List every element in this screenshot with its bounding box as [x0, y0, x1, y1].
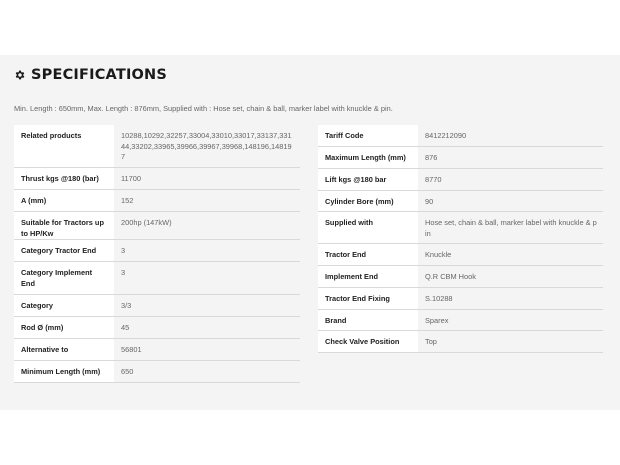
spec-label: Thrust kgs @180 (bar)	[14, 168, 114, 189]
spec-value: Hose set, chain & ball, marker label with knuckle & pin	[425, 218, 597, 238]
spec-row	[14, 212, 300, 240]
spec-label: Check Valve Position	[318, 331, 418, 352]
gear-icon	[14, 69, 26, 81]
spec-value: 45	[121, 323, 130, 332]
spec-label: Tariff Code	[318, 125, 418, 146]
spec-row	[14, 262, 300, 295]
spec-value: 876	[425, 153, 438, 162]
spec-row	[318, 288, 603, 310]
spec-label: Supplied with	[318, 212, 418, 243]
spec-row	[14, 361, 300, 383]
spec-row	[14, 240, 300, 262]
spec-value: 56801	[121, 345, 142, 354]
spec-value: 10288,10292,32257,33004,33010,33017,33137,33144,33202,33965,39966,39967,39968,148196,148197	[121, 131, 292, 161]
spec-label: A (mm)	[14, 190, 114, 211]
spec-value: 650	[121, 367, 134, 376]
spec-row	[318, 244, 603, 266]
spec-table-right	[318, 125, 603, 353]
spec-row	[318, 310, 603, 331]
spec-value: 8412212090	[425, 131, 467, 140]
spec-label: Tractor End Fixing	[318, 288, 418, 309]
spec-row	[318, 191, 603, 212]
specifications-heading	[14, 66, 167, 84]
spec-value: Top	[425, 337, 437, 346]
spec-label: Brand	[318, 310, 418, 330]
spec-value: Sparex	[425, 316, 449, 325]
spec-value: 90	[425, 197, 434, 206]
spec-value: 3	[121, 246, 126, 255]
spec-label: Category Implement End	[14, 262, 114, 294]
spec-row	[14, 317, 300, 339]
spec-label: Cylinder Bore (mm)	[318, 191, 418, 211]
spec-label: Category	[14, 295, 114, 316]
spec-row	[318, 266, 603, 288]
section-title: SPECIFICATIONS	[31, 67, 168, 83]
spec-row	[14, 190, 300, 212]
spec-label: Related products	[14, 125, 114, 167]
spec-row	[14, 339, 300, 361]
spec-table-left	[14, 125, 300, 383]
spec-row	[14, 168, 300, 190]
spec-label: Category Tractor End	[14, 240, 114, 261]
spec-row	[318, 212, 603, 244]
spec-value: 3	[121, 268, 126, 277]
product-description: Min. Length : 650mm, Max. Length : 876mm, Supplied with : Hose set, chain & ball, marker label with knuckle & pin.	[14, 104, 393, 113]
spec-label: Rod Ø (mm)	[14, 317, 114, 338]
spec-label: Maximum Length (mm)	[318, 147, 418, 168]
spec-label: Tractor End	[318, 244, 418, 265]
spec-row	[318, 125, 603, 147]
spec-label: Alternative to	[14, 339, 114, 360]
spec-value: 11700	[121, 174, 142, 183]
spec-value: 152	[121, 196, 134, 205]
spec-label: Minimum Length (mm)	[14, 361, 114, 382]
spec-label: Implement End	[318, 266, 418, 287]
spec-row	[14, 125, 300, 168]
spec-value: Knuckle	[425, 250, 452, 259]
spec-value: 8770	[425, 175, 442, 184]
spec-value: 200hp (147kW)	[121, 218, 172, 227]
spec-row	[14, 295, 300, 317]
spec-value: Q.R CBM Hook	[425, 272, 476, 281]
spec-row	[318, 169, 603, 191]
spec-value: S.10288	[425, 294, 453, 303]
spec-value: 3/3	[121, 301, 132, 310]
spec-row	[318, 147, 603, 169]
spec-label: Suitable for Tractors up to HP/Kw	[14, 212, 114, 239]
spec-label: Lift kgs @180 bar	[318, 169, 418, 190]
spec-row	[318, 331, 603, 353]
